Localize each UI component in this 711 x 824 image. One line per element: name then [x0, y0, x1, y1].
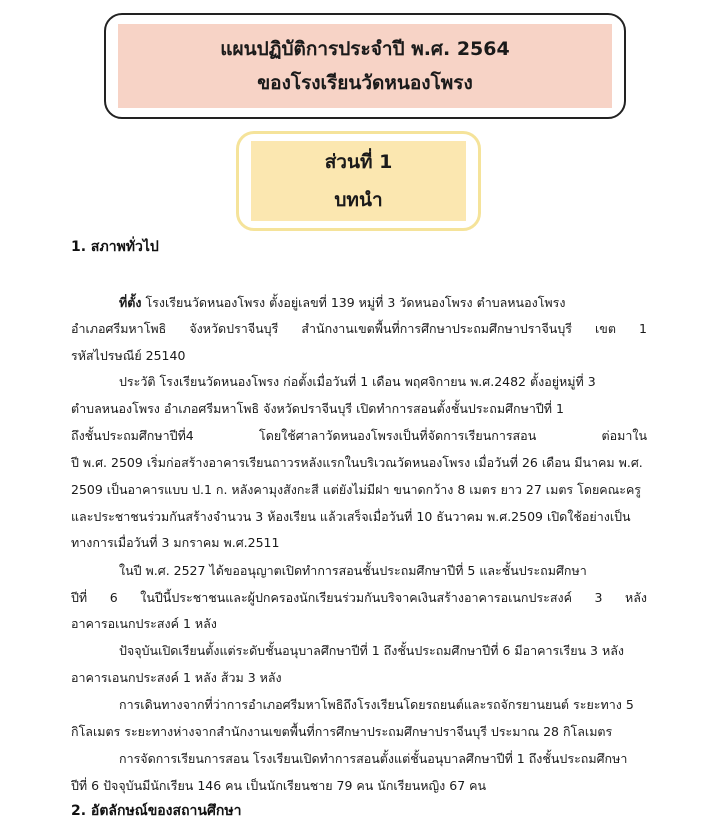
history-line-6: และประชาชนร่วมกันสร้างจำนวน 3 ห้องเรียน แล้วเสร็จเมื่อวันที่ 10 ธันวาคม พ.ศ.2509 เปิดใช้อย่างเป็น	[71, 509, 631, 524]
title-banner	[104, 13, 626, 119]
teaching-line-1: การจัดการเรียนการสอน โรงเรียนเปิดทำการสอนตั้งแต่ชั้นอนุบาลศึกษาปีที่ 1 ถึงชั้นประถมศึกษา	[119, 751, 628, 766]
current-line-2: อาคารเอนกประสงค์ 1 หลัง ส้วม 3 หลัง	[71, 670, 282, 685]
history-line-2: ตำบลหนองโพรง อำเภอศรีมหาโพธิ จังหวัดปราจีนบุรี เปิดทำการสอนตั้งชั้นประถมศึกษาปีที่ 1	[71, 401, 564, 416]
location-line-3: รหัสไปรษณีย์ 25140	[71, 348, 186, 363]
section-number: ส่วนที่ 1	[324, 151, 393, 173]
school-name-title: ของโรงเรียนวัดหนองโพรง	[257, 72, 473, 94]
plan-title: แผนปฏิบัติการประจำปี พ.ศ. 2564	[220, 38, 510, 60]
history-line-1: ประวัติ โรงเรียนวัดหนองโพรง ก่อตั้งเมื่อวันที่ 1 เดือน พฤศจิกายน พ.ศ.2482 ตั้งอยู่หมู่ที่ 3	[119, 374, 596, 389]
section-banner	[236, 131, 481, 231]
section-banner-fill	[251, 141, 466, 221]
history-line-3: ถึงชั้นประถมศึกษาปีที่4 โดยใช้ศาลาวัดหนองโพรงเป็นที่จัดการเรียนการสอน ต่อมาใน	[71, 428, 647, 443]
history-line-4: ปี พ.ศ. 2509 เริ่มก่อสร้างอาคารเรียนถาวรหลังแรกในบริเวณวัดหนองโพรง เมื่อวันที่ 26 เดือน มีนาคม พ.ศ.	[71, 455, 643, 470]
history-line-7: ทางการเมื่อวันที่ 3 มกราคม พ.ศ.2511	[71, 535, 280, 550]
history-line-5: 2509 เป็นอาคารแบบ ป.1 ก. หลังคามุงสังกะสี แต่ยังไม่มีฝา ขนาดกว้าง 8 เมตร ยาว 27 เมตร โดยคณะครู	[71, 482, 642, 497]
year2527-line-3: อาคารอเนกประสงค์ 1 หลัง	[71, 616, 217, 631]
heading-school-identity: 2. อัตลักษณ์ของสถานศึกษา	[71, 803, 242, 819]
teaching-line-2: ปีที่ 6 ปัจจุบันมีนักเรียน 146 คน เป็นนักเรียนชาย 79 คน นักเรียนหญิง 67 คน	[71, 778, 487, 793]
location-line-2: อำเภอศรีมหาโพธิ จังหวัดปราจีนบุรี สำนักงานเขตพื้นที่การศึกษาประถมศึกษาปราจีนบุรี เขต 1	[71, 321, 647, 336]
section-name: บทนำ	[334, 189, 383, 211]
location-line-1: ที่ตั้ง โรงเรียนวัดหนองโพรง ตั้งอยู่เลขที่ 139 หมู่ที่ 3 วัดหนองโพรง ตำบลหนองโพรง	[119, 295, 566, 310]
current-line-1: ปัจจุบันเปิดเรียนตั้งแต่ระดับชั้นอนุบาลศึกษาปีที่ 1 ถึงชั้นประถมศึกษาปีที่ 6 มีอาคารเรียน 3 หลัง	[119, 643, 624, 658]
location-label: ที่ตั้ง	[119, 295, 142, 310]
travel-line-1: การเดินทางจากที่ว่าการอำเภอศรีมหาโพธิถึงโรงเรียนโดยรถยนต์และรถจักรยานยนต์ ระยะทาง 5	[119, 697, 634, 712]
heading-general-condition: 1. สภาพทั่วไป	[71, 239, 159, 255]
year2527-line-1: ในปี พ.ศ. 2527 ได้ขออนุญาตเปิดทำการสอนชั้นประถมศึกษาปีที่ 5 และชั้นประถมศึกษา	[119, 563, 587, 578]
year2527-line-2: ปีที่ 6 ในปีนี้ประชาชนและผู้ปกครองนักเรียนร่วมกันบริจาคเงินสร้างอาคารอเนกประสงค์ 3 หลัง	[71, 590, 647, 605]
title-banner-fill	[118, 24, 612, 108]
travel-line-2: กิโลเมตร ระยะทางห่างจากสำนักงานเขตพื้นที่การศึกษาประถมศึกษาปราจีนบุรี ประมาณ 28 กิโลเมตร	[71, 724, 613, 739]
